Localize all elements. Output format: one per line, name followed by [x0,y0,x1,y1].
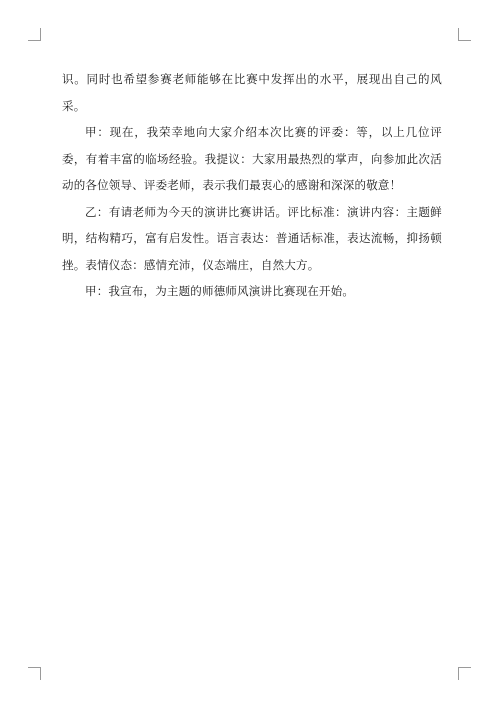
crop-mark-bottom-right [458,667,471,680]
document-body [62,66,442,305]
paragraph-judges-intro: 甲：现在，我荣幸地向大家介绍本次比赛的评委：等，以上几位评委，有着丰富的临场经验。我提议：大家用最热烈的掌声，向参加此次活动的各位领导、评委老师，表示我们最衷心的感谢和深深的敬意！ [62,125,442,192]
crop-mark-bottom-left [28,667,41,680]
paragraph-continuation: 识。同时也希望参赛老师能够在比赛中发挥出的水平，展现出自己的风采。 [62,72,442,113]
crop-mark-top-left [28,28,41,41]
paragraph-criteria: 乙：有请老师为今天的演讲比赛讲话。评比标准：演讲内容：主题鲜明，结构精巧，富有启发性。语言表达：普通话标准，表达流畅，抑扬顿挫。表情仪态：感情充沛，仪态端庄，自然大方。 [62,204,442,272]
paragraph-announcement: 甲：我宣布，为主题的师德师风演讲比赛现在开始。 [85,284,355,298]
crop-mark-top-right [458,28,471,41]
